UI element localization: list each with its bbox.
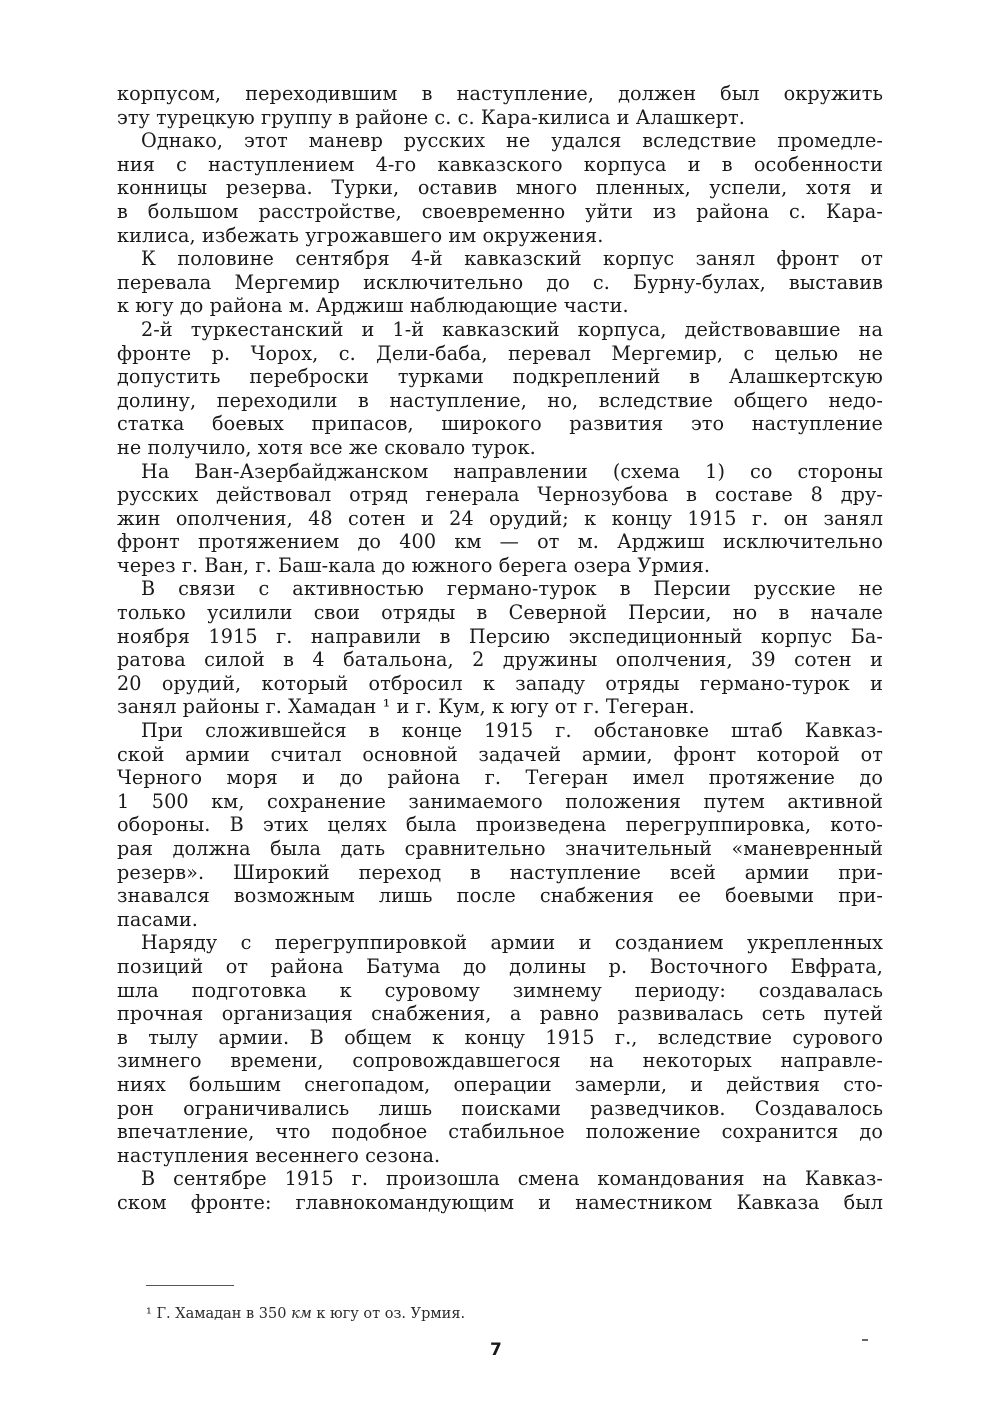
text-line: В связи с активностью германо-турок в Персии русские не [141, 577, 883, 601]
scan-speck [862, 1339, 868, 1341]
text-line: Однако, этот маневр русских не удался вследствие промедле- [141, 129, 883, 153]
text-line: ской армии считал основной задачей армии, фронт которой от [117, 742, 883, 766]
text-line: зимнего времени, сопровождавшегося на некоторых направле- [117, 1049, 883, 1073]
text-line: статка боевых припасов, широкого развития это наступление [117, 412, 883, 436]
text-line: К половине сентября 4-й кавказский корпус занял фронт от [141, 247, 883, 271]
text-line: пасами. [117, 907, 198, 931]
text-line: корпусом, переходившим в наступление, должен был окружить [117, 82, 883, 105]
text-line: ниях большим снегопадом, операции замерли, и действия сто- [117, 1072, 883, 1096]
text-line: к югу до района м. Арджиш наблюдающие части. [117, 294, 629, 318]
footnote-text-before: Г. Хамадан в 350 [156, 1306, 287, 1322]
footnote [146, 1305, 465, 1323]
text-line: конницы резерва. Турки, оставив много пленных, успели, хотя и [117, 176, 883, 200]
text-line: рон ограничивались лишь поисками разведчиков. Создавалось [117, 1096, 883, 1120]
text-line: жин ополчения, 48 сотен и 24 орудий; к концу 1915 г. он занял [117, 506, 883, 530]
text-line: 2-й туркестанский и 1-й кавказский корпуса, действовавшие на [141, 317, 883, 341]
text-line: Черного моря и до района г. Тегеран имел протяжение до [117, 766, 883, 790]
text-line: 1 500 км, сохранение занимаемого положения путем активной [117, 789, 883, 813]
text-line: ноября 1915 г. направили в Персию экспедиционный корпус Ба- [117, 624, 883, 648]
text-line: через г. Ван, г. Баш-кала до южного берега озера Урмия. [117, 553, 711, 577]
body-text [117, 82, 883, 1215]
text-line: в тылу армии. В общем к концу 1915 г., вследствие сурового [117, 1025, 883, 1049]
footnote-text-after: к югу от оз. Урмия. [316, 1306, 466, 1322]
text-line: эту турецкую группу в районе с. с. Кара-килиса и Алашкерт. [117, 105, 745, 129]
text-line: прочная организация снабжения, а равно развивалась сеть путей [117, 1002, 883, 1026]
text-line: долину, переходили в наступление, но, вследствие общего недо- [117, 388, 883, 412]
footnote-marker: ¹ [146, 1306, 152, 1322]
text-line: наступления весеннего сезона. [117, 1143, 441, 1167]
text-line: килиса, избежать угрожавшего им окружения. [117, 223, 604, 247]
text-line: При сложившейся в конце 1915 г. обстановке штаб Кавказ- [141, 719, 883, 743]
text-line: обороны. В этих целях была произведена перегруппировка, кото- [117, 813, 883, 837]
text-line: занял районы г. Хамадан ¹ и г. Кум, к югу от г. Тегеран. [117, 695, 695, 719]
text-line: фронте р. Чорох, с. Дели-баба, перевал Мергемир, с целью не [117, 341, 883, 365]
text-line: ния с наступлением 4-го кавказского корпуса и в особенности [117, 152, 883, 176]
text-line: фронт протяжением до 400 км — от м. Арджиш исключительно [117, 530, 883, 554]
text-line: впечатление, что подобное стабильное положение сохранится до [117, 1120, 883, 1144]
text-line: Наряду с перегруппировкой армии и созданием укрепленных [141, 931, 883, 955]
text-line: позиций от района Батума до долины р. Восточного Евфрата, [117, 954, 883, 978]
text-line: допустить переброски турками подкреплений в Алашкертскую [117, 365, 883, 389]
text-line: рая должна была дать сравнительно значительный «маневренный [117, 837, 883, 860]
text-line: На Ван-Азербайджанском направлении (схема 1) со стороны [141, 459, 883, 483]
text-line: шла подготовка к суровому зимнему периоду: создавалась [117, 978, 883, 1002]
footnote-divider [146, 1285, 234, 1286]
text-line: В сентябре 1915 г. произошла смена командования на Кавказ- [141, 1167, 883, 1191]
text-line: 20 орудий, который отбросил к западу отряды германо-турок и [117, 671, 883, 695]
text-line: только усилили свои отряды в Северной Персии, но в начале [117, 601, 883, 625]
page-number: 7 [490, 1340, 502, 1360]
text-line: перевала Мергемир исключительно до с. Бурну-булах, выставив [117, 270, 883, 294]
text-line: резерв». Широкий переход в наступление всей армии при- [117, 860, 883, 884]
text-line: ском фронте: главнокомандующим и наместником Кавказа был [117, 1190, 883, 1214]
text-line: ратова силой в 4 батальона, 2 дружины ополчения, 39 сотен и [117, 648, 883, 672]
text-line: в большом расстройстве, своевременно уйти из района с. Кара- [117, 199, 883, 223]
text-line: не получило, хотя все же сковало турок. [117, 435, 536, 459]
footnote-unit: км [291, 1306, 312, 1322]
text-line: знавался возможным лишь после снабжения ее боевыми при- [117, 884, 883, 908]
text-line: русских действовал отряд генерала Чернозубова в составе 8 дру- [117, 483, 883, 507]
